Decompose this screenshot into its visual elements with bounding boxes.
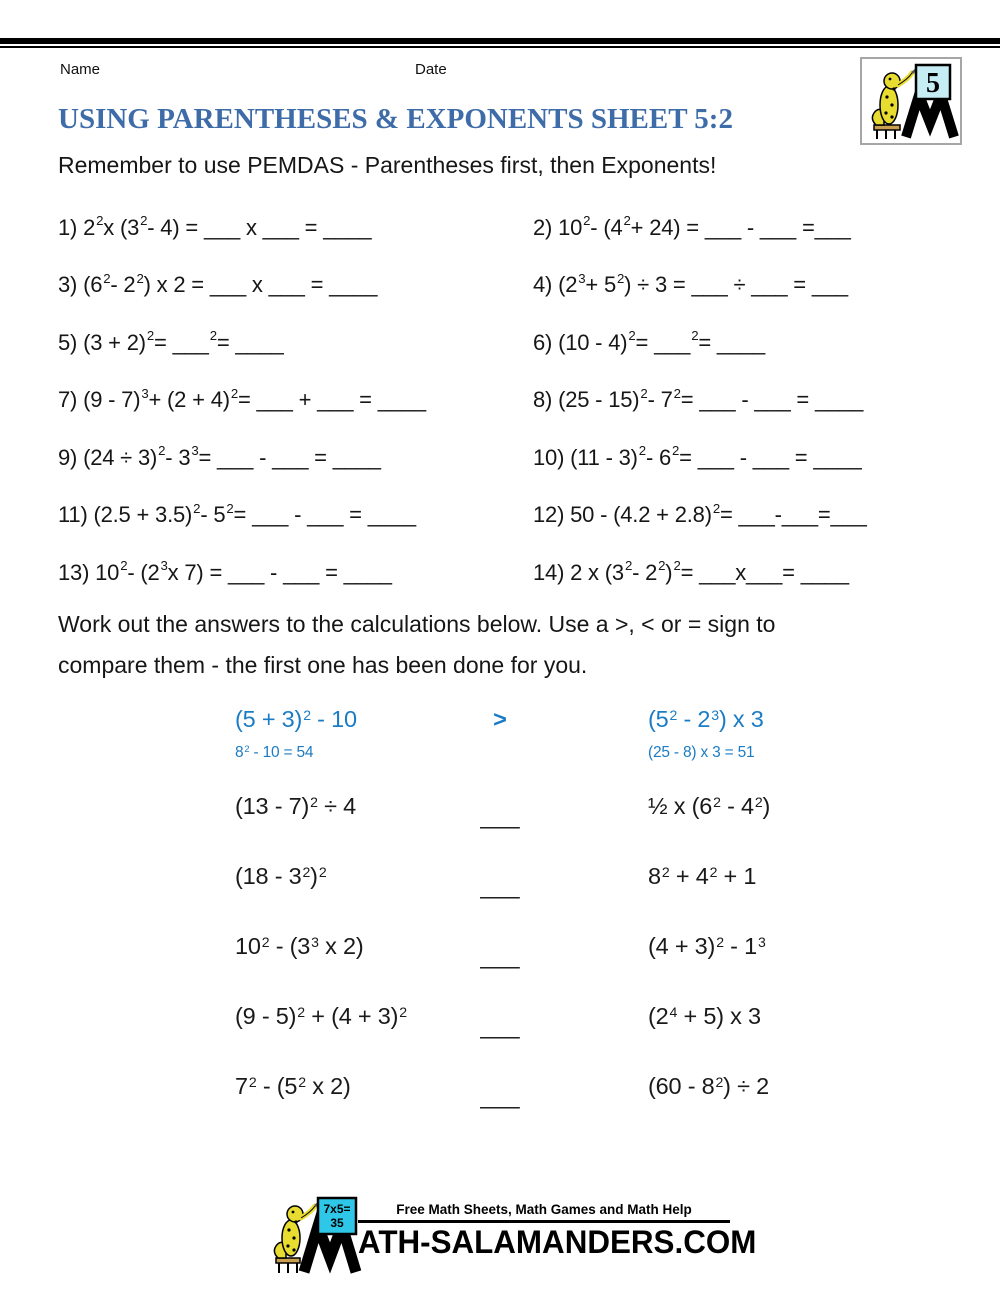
date-label: Date [415, 61, 447, 78]
answer-blank: ___ [480, 873, 520, 899]
row-left-expression: (13 - 7)$^2$ ÷ 4 [235, 793, 357, 819]
problem-2: 2) 10 $^2$ - (4 $^2$ + 24) = ___ - ___ =___ [533, 213, 851, 240]
salamander-footer-graphic [270, 1196, 366, 1276]
problem-1: 1) 2 $^2$ x (3 $^2$ - 4) = ___ x ___ = ____ [58, 213, 372, 240]
site-wordmark: ATH-SALAMANDERS.COM [358, 1224, 757, 1260]
problem-7: 7) (9 - 7) $^3$ + (2 + 4) $^2$ = ___ + ___ = ____ [58, 385, 426, 413]
board-equation-line1: 7x5= [323, 1202, 351, 1216]
answer-blank: ___ [480, 803, 520, 829]
pemdas-reminder: Remember to use PEMDAS - Parentheses first, then Exponents! [58, 152, 717, 178]
comparison-instructions [58, 604, 958, 686]
row-left-expression: $10^2 - (3^3$ x 2) [235, 933, 364, 959]
site-footer-logo [270, 1196, 757, 1276]
problem-6: 6) (10 - 4) $^2$ = ___ $^2$ = ____ [533, 328, 766, 355]
problem-5: 5) (3 + 2) $^2$ = ___ $^2$ = ____ [58, 328, 284, 355]
row-right-expression: $(60 - 8^2) \div 2$ [648, 1073, 770, 1099]
top-divider [0, 38, 1000, 48]
problem-4: 4) (2 $^3$ + 5 $^2$ ) ÷ 3 = ___ ÷ ___ = ___ [533, 270, 848, 298]
problem-12: 12) 50 - (4.2 + 2.8) $^2$ = ___-___=___ [533, 500, 867, 528]
example-right-working: (25 - 8) x 3 = 51 [648, 744, 755, 761]
grade-number: 5 [926, 68, 940, 99]
row-right-expression: $(2^4 + 5)$ x 3 [648, 1003, 761, 1029]
top-divider-thick-line [0, 38, 1000, 44]
example-comparison-sign: > [493, 706, 507, 732]
row-left-expression: $7^2 - (5^2$ x 2) [235, 1073, 351, 1099]
problem-3: 3) (6 $^2$ - 2 $^2$ ) x 2 = ___ x ___ = ____ [58, 270, 378, 298]
row-right-expression: $(4 + 3)^2 - 1^3$ [648, 933, 766, 959]
example-left-working: $8^2 - 10 = 54$ [235, 744, 314, 761]
row-left-expression: $(18 - 3^2)^2$ [235, 863, 327, 889]
problem-8: 8) (25 - 15) $^2$ - 7 $^2$ = ___ - ___ = ____ [533, 385, 864, 413]
row-right-expression: ½ x $(6^2 - 4^2)$ [648, 793, 771, 819]
instruction-line-1: Work out the answers to the calculations below. Use a >, < or = sign to [58, 611, 776, 637]
footer-divider [358, 1220, 730, 1223]
page-title: USING PARENTHESES & EXPONENTS SHEET 5:2 [58, 103, 733, 135]
problem-13: 13) 10 $^2$ - (2 $^3$ x 7) = ___ - ___ = ____ [58, 558, 392, 585]
problem-10: 10) (11 - 3) $^2$ - 6 $^2$ = ___ - ___ = ____ [533, 443, 862, 470]
problem-9: 9) (24 ÷ 3) $^2$ - 3 $^3$ = ___ - ___ = ____ [58, 443, 381, 470]
footer-text-block [358, 1196, 757, 1261]
board-equation-line2: 35 [330, 1216, 344, 1230]
name-label: Name [60, 61, 101, 78]
row-right-expression: $8^2 + 4^2 + 1$ [648, 863, 757, 889]
example-left-expression: $(5 + 3)^2 - 10$ [235, 706, 357, 732]
comparison-section [0, 698, 1000, 1178]
answer-blank: ___ [480, 1083, 520, 1109]
problem-11: 11) (2.5 + 3.5) $^2$ - 5 $^2$ = ___ - ___ = ____ [58, 500, 416, 528]
example-right-expression: $(5^2 - 2^3)$ x 3 [648, 706, 764, 732]
row-left-expression: $(9 - 5)^2 + (4 + 3)^2$ [235, 1003, 407, 1029]
instruction-line-2: compare them - the first one has been done for you. [58, 652, 588, 678]
footer-tagline: Free Math Sheets, Math Games and Math Help [396, 1202, 692, 1217]
top-divider-thin-line [0, 46, 1000, 48]
answer-blank: ___ [480, 943, 520, 969]
answer-blank: ___ [480, 1013, 520, 1039]
problem-14: 14) 2 x (3 $^2$ - 2 $^2$ ) $^2$ = ___x___= ____ [533, 558, 849, 585]
problems-grid [58, 199, 958, 602]
